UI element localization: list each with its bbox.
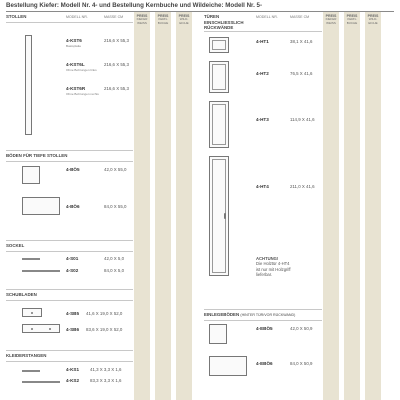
model-4-ks2: 4-KS2	[66, 378, 80, 383]
dims-4-kst6r: 216,6 X 55,3	[104, 86, 129, 91]
model-4-boe5: 4-BÖ5	[66, 167, 80, 172]
sockel-large-drawing	[22, 270, 60, 272]
left-price-head-wildeiche: PREIS WILD- EICHE	[178, 14, 190, 25]
einlegeboden-large-drawing	[209, 356, 247, 376]
dims-4-ht4: 211,0 X 41,6	[290, 184, 315, 189]
dims-4-s01: 42,0 X 5,0	[104, 256, 125, 261]
door-ht3-drawing	[209, 101, 229, 148]
left-price-col-wildeiche	[176, 12, 192, 400]
right-col-head-model: MODELL NR.	[256, 15, 278, 19]
right-price-head-kernbuche: PREIS KERN- BUCHE	[346, 14, 358, 25]
right-price-col-wildeiche	[365, 12, 381, 400]
dims-4-ht2: 76,5 X 41,6	[290, 71, 313, 76]
dims-4-eboe5: 42,0 X 50,9	[290, 326, 313, 331]
left-price-head-kernbuche: PREIS KERN- BUCHE	[157, 14, 169, 25]
model-4-sb5: 4-SB5	[66, 311, 80, 316]
rule	[204, 31, 322, 32]
schublade-large-drawing	[22, 324, 60, 333]
rule	[6, 350, 133, 351]
door-ht1-drawing	[209, 37, 229, 53]
left-price-head-kiefer: PREIS KIEFER WEISS	[136, 14, 148, 25]
dims-4-ks2: 83,3 X 3,3 X 1,6	[90, 378, 122, 383]
einlegeboden-small-drawing	[209, 324, 227, 344]
model-4-s02: 4-S02	[66, 268, 79, 273]
sockel-small-drawing	[22, 258, 40, 260]
dims-4-ks1: 41,3 X 3,3 X 1,6	[90, 367, 122, 372]
rule	[6, 361, 133, 362]
rule	[6, 161, 133, 162]
dims-4-kst6l: 216,6 X 55,3	[104, 62, 129, 67]
model-4-ht4: 4-HT4	[256, 184, 269, 189]
rule	[6, 240, 133, 241]
dims-4-s02: 84,0 X 5,0	[104, 268, 125, 273]
drawer-knob	[49, 328, 51, 330]
section-title-einlegeboeden: EINLEGEBÖDEN (HINTER TÜR/VOR RÜCKWAND)	[204, 312, 296, 317]
model-4-kst6l: 4-KST6L	[66, 62, 85, 67]
stange-large-drawing	[22, 381, 60, 383]
model-4-boe6: 4-BÖ6	[66, 204, 80, 209]
model-4-kst6r: 4-KST6R	[66, 86, 86, 91]
door-handle	[224, 213, 226, 219]
stange-small-drawing	[22, 370, 40, 372]
right-price-col-kernbuche	[344, 12, 360, 400]
left-col-head-model: MODELL NR.	[66, 15, 88, 19]
door-ht4-drawing	[209, 156, 229, 276]
section-title-boeden: BÖDEN FÜR TIEFE STOLLEN	[6, 153, 68, 158]
section-title-kleiderstangen: KLEIDERSTANGEN	[6, 353, 47, 358]
model-4-ht1: 4-HT1	[256, 39, 269, 44]
door-ht2-drawing	[209, 61, 229, 93]
left-price-col-kiefer	[134, 12, 150, 400]
rule	[204, 309, 322, 310]
dims-4-sb6: 83,6 X 19,0 X 52,0	[86, 327, 123, 332]
model-4-ht2: 4-HT2	[256, 71, 269, 76]
rule	[6, 22, 133, 23]
model-4-eboe5: 4-EBÖ5	[256, 326, 273, 331]
dims-4-ht1: 38,1 X 41,6	[290, 39, 313, 44]
dims-4-ht3: 114,9 X 41,6	[290, 117, 315, 122]
drawer-knob	[31, 328, 33, 330]
dims-4-eboe6: 84,0 X 50,9	[290, 361, 313, 366]
model-4-ht3: 4-HT3	[256, 117, 269, 122]
boden-large-drawing	[22, 197, 60, 215]
note-4-kst6: Basisplatte	[66, 44, 82, 48]
section-title-tueren: TÜREN EINSCHLIESSLICH RÜCKWÄNDE	[204, 14, 244, 30]
model-4-kst6: 4-KST6	[66, 38, 82, 43]
rule	[6, 300, 133, 301]
right-col-head-dims: MASSE CM	[290, 15, 310, 19]
rule	[6, 251, 133, 252]
right-price-col-kiefer	[323, 12, 339, 400]
right-price-head-wildeiche: PREIS WILD- EICHE	[367, 14, 379, 25]
rule	[6, 289, 133, 290]
model-4-eboe6: 4-EBÖ6	[256, 361, 273, 366]
left-price-col-kernbuche	[155, 12, 171, 400]
note-4-kst6l: Ohne Bohrungen links	[66, 68, 97, 72]
right-price-head-kiefer: PREIS KIEFER WEISS	[325, 14, 337, 25]
section-title-sockel: SOCKEL	[6, 243, 25, 248]
dims-4-kst6: 216,6 X 55,3	[104, 38, 129, 43]
model-4-s01: 4-S01	[66, 256, 79, 261]
model-4-sb6: 4-SB6	[66, 327, 80, 332]
page-header: Bestellung Kiefer: Modell Nr. 4- und Bestellung Kernbuche und Wildeiche: Modell Nr. 5-	[6, 2, 263, 9]
note-4-kst6r: Ohne Bohrungen rechts	[66, 92, 99, 96]
rule	[204, 320, 322, 321]
left-col-head-dims: MASSE CM	[104, 15, 124, 19]
dims-4-boe6: 84,0 X 55,0	[104, 204, 127, 209]
stollen-drawing	[25, 35, 32, 135]
section-title-stollen: STOLLEN	[6, 14, 27, 19]
dims-4-sb5: 41,6 X 19,0 X 52,0	[86, 311, 123, 316]
dims-4-boe5: 42,0 X 55,0	[104, 167, 127, 172]
drawer-knob	[31, 312, 33, 314]
achtung-note: ACHTUNG! Die Holztür 4-HT4 ist nur mit Holzgriff lieferbar.	[256, 256, 291, 278]
rule	[6, 150, 133, 151]
boden-small-drawing	[22, 166, 40, 184]
section-title-schubladen: SCHUBLADEN	[6, 292, 37, 297]
schublade-small-drawing	[22, 308, 42, 317]
model-4-ks1: 4-KS1	[66, 367, 80, 372]
